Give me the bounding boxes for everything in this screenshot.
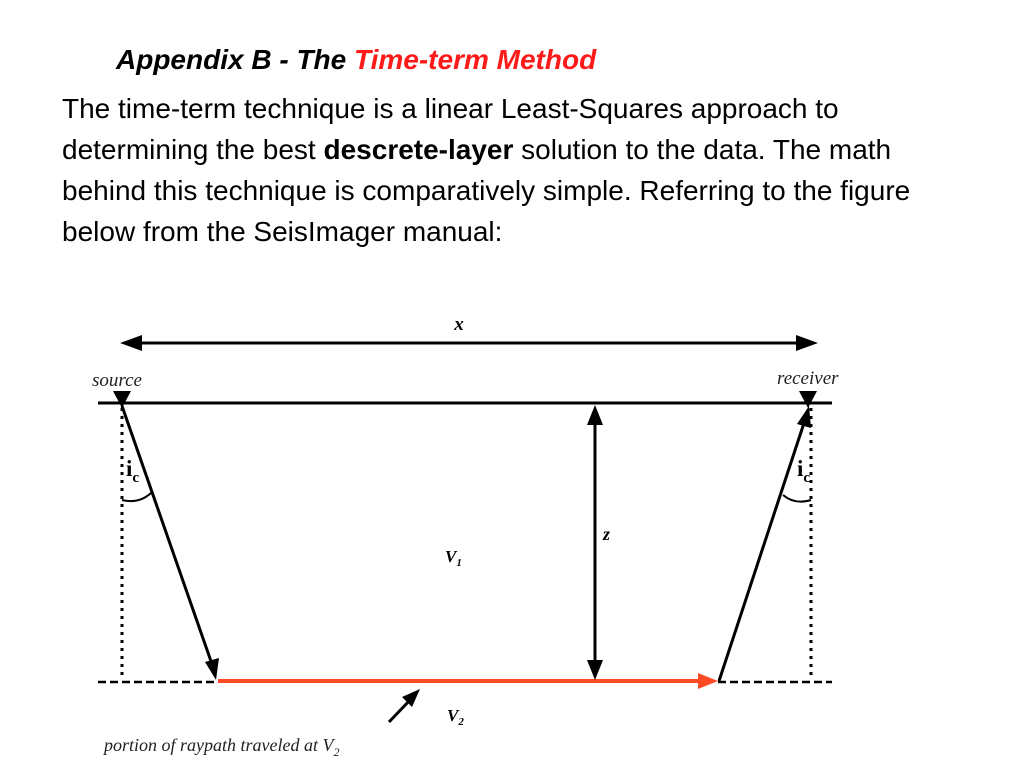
upgoing-ray-arrowhead — [797, 406, 811, 428]
receiver-label: receiver — [777, 368, 839, 389]
body-bold-term: descrete-layer — [323, 134, 514, 165]
left-angle-label — [126, 456, 139, 486]
upgoing-ray — [719, 420, 805, 681]
right-angle-sub: c — [803, 470, 811, 486]
body-text-part1: The time-term technique is a linear Least-Squares approach to determining the best — [62, 93, 839, 165]
right-angle-main: i — [797, 456, 804, 481]
left-angle-sub: c — [132, 470, 140, 486]
depth-arrowhead-bottom — [587, 660, 603, 680]
left-angle-main: i — [126, 456, 133, 481]
receiver-marker-icon — [799, 391, 817, 408]
v2-label — [447, 706, 464, 728]
v1-main: V — [445, 547, 457, 566]
caption-text: portion of raypath traveled at V — [104, 735, 334, 755]
right-angle-label — [797, 456, 810, 486]
refracted-raypath-arrowhead — [698, 673, 718, 689]
source-label: source — [92, 370, 142, 391]
x-arrowhead-left — [120, 335, 142, 351]
depth-arrowhead-top — [587, 405, 603, 425]
caption-sub: 2 — [333, 745, 340, 759]
left-angle-arc — [122, 493, 151, 501]
title-prefix: Appendix B - The — [116, 44, 354, 75]
v1-sub: 1 — [456, 557, 462, 569]
right-angle-arc — [783, 495, 811, 502]
figure-caption — [102, 735, 339, 759]
x-arrowhead-right — [796, 335, 818, 351]
source-marker-icon — [113, 391, 131, 408]
body-text-part2: solution to the data. The math behind this technique is comparatively simple. Referring to the figure below from the SeisImager manual: — [62, 134, 911, 247]
v2-sub: 2 — [458, 716, 464, 728]
downgoing-ray — [122, 406, 213, 667]
v2-main: V — [447, 706, 459, 725]
v1-label — [445, 547, 462, 569]
title-highlight: Time-term Method — [354, 44, 597, 75]
x-label: x — [454, 314, 464, 335]
downgoing-ray-arrowhead — [205, 658, 219, 680]
z-label: z — [603, 524, 611, 544]
